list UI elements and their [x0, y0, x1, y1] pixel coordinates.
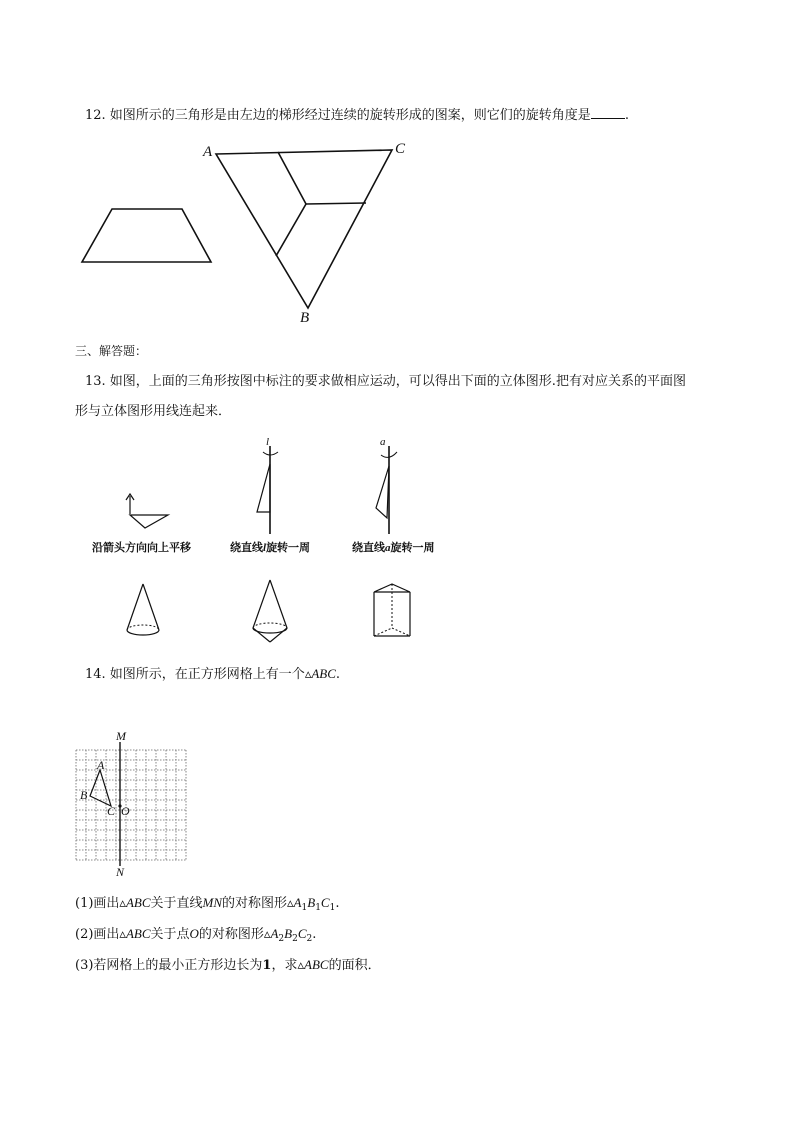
q14-text: 14. 如图所示，在正方形网格上有一个▵ABC. — [85, 666, 341, 682]
square-grid — [76, 750, 186, 860]
label-b: B — [300, 310, 310, 326]
label-m: M — [116, 729, 126, 743]
q13-line2: 形与立体图形用线连起来． — [75, 404, 232, 419]
axis-label-a: a — [380, 436, 386, 448]
q13-line1: 13. 如图，上面的三角形按图中标注的要求做相应运动，可以得出下面的立体图形.把有对应关系的平面图 — [85, 374, 686, 389]
q14-sub3: (3)若网格上的最小正方形边长为1，求▵ABC的面积． — [75, 957, 381, 973]
label-grid-o: O — [121, 804, 130, 818]
axis-label-l: l — [266, 436, 270, 448]
label-c: C — [395, 141, 406, 157]
q14-sub2: (2)画出▵ABC关于点O的对称图形$▵A_2B_2C_2$. — [75, 926, 317, 944]
caption-rotate-a: 绕直线a旋转一周 — [352, 541, 435, 554]
triangle-abc — [90, 770, 111, 806]
label-grid-b: B — [80, 788, 88, 802]
caption-rotate-l: 绕直线l旋转一周 — [230, 541, 311, 554]
label-a: A — [203, 144, 213, 160]
caption-translate: 沿箭头方向向上平移 — [92, 541, 191, 554]
label-n: N — [116, 865, 125, 879]
label-grid-a: A — [97, 758, 105, 772]
q12-text: 12. 如图所示的三角形是由左边的梯形经过连续的旋转形成的图案，则它们的旋转角度是 . — [85, 104, 629, 126]
q14-sub1: (1)画出▵ABC关于直线MN的对称图形$▵A_1B_1C_1$. — [75, 895, 340, 913]
section-title: 三、解答题： — [75, 344, 148, 358]
label-grid-c: C — [107, 804, 116, 818]
